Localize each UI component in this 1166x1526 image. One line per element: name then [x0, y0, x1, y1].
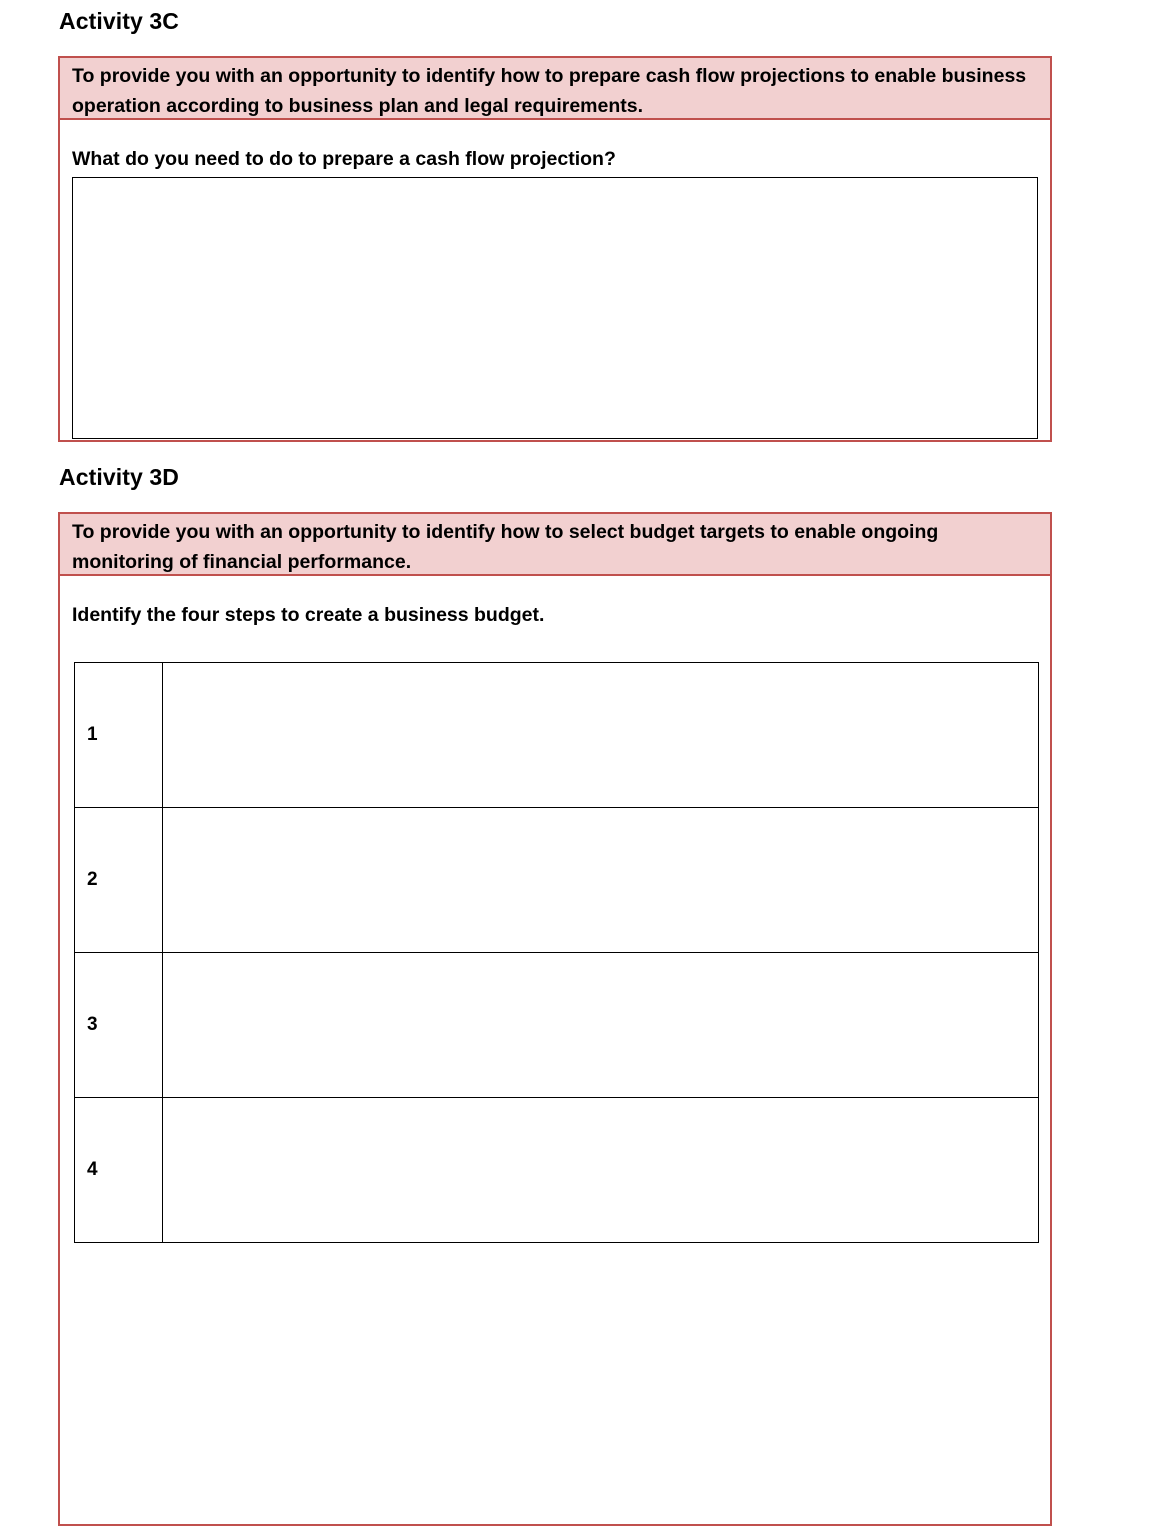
activity-3d-purpose: To provide you with an opportunity to identify how to select budget targets to enable ongoing monitoring of financial performance.: [60, 514, 1050, 576]
activity-3c-answer-area[interactable]: [72, 177, 1038, 439]
step-answer-1[interactable]: [163, 663, 1039, 808]
step-answer-3[interactable]: [163, 953, 1039, 1098]
table-row: [75, 1098, 1039, 1243]
step-number-3: 3: [75, 953, 163, 1098]
activity-3d-question: Identify the four steps to create a business budget.: [72, 604, 545, 626]
step-answer-4[interactable]: [163, 1098, 1039, 1243]
table-row: [75, 953, 1039, 1098]
step-answer-2[interactable]: [163, 808, 1039, 953]
activity-3c-question: What do you need to do to prepare a cash flow projection?: [72, 148, 616, 170]
activity-3c-purpose: To provide you with an opportunity to identify how to prepare cash flow projections to enable business operation according to business plan and legal requirements.: [60, 58, 1050, 120]
activity-3c-box: [58, 56, 1052, 442]
step-number-4: 4: [75, 1098, 163, 1243]
activity-3c-heading: Activity 3C: [59, 8, 179, 34]
activity-3d-box: [58, 512, 1052, 1526]
step-number-2: 2: [75, 808, 163, 953]
activity-3d-heading: Activity 3D: [59, 464, 179, 490]
table-row: [75, 808, 1039, 953]
steps-table: [74, 662, 1039, 1243]
table-row: [75, 663, 1039, 808]
step-number-1: 1: [75, 663, 163, 808]
